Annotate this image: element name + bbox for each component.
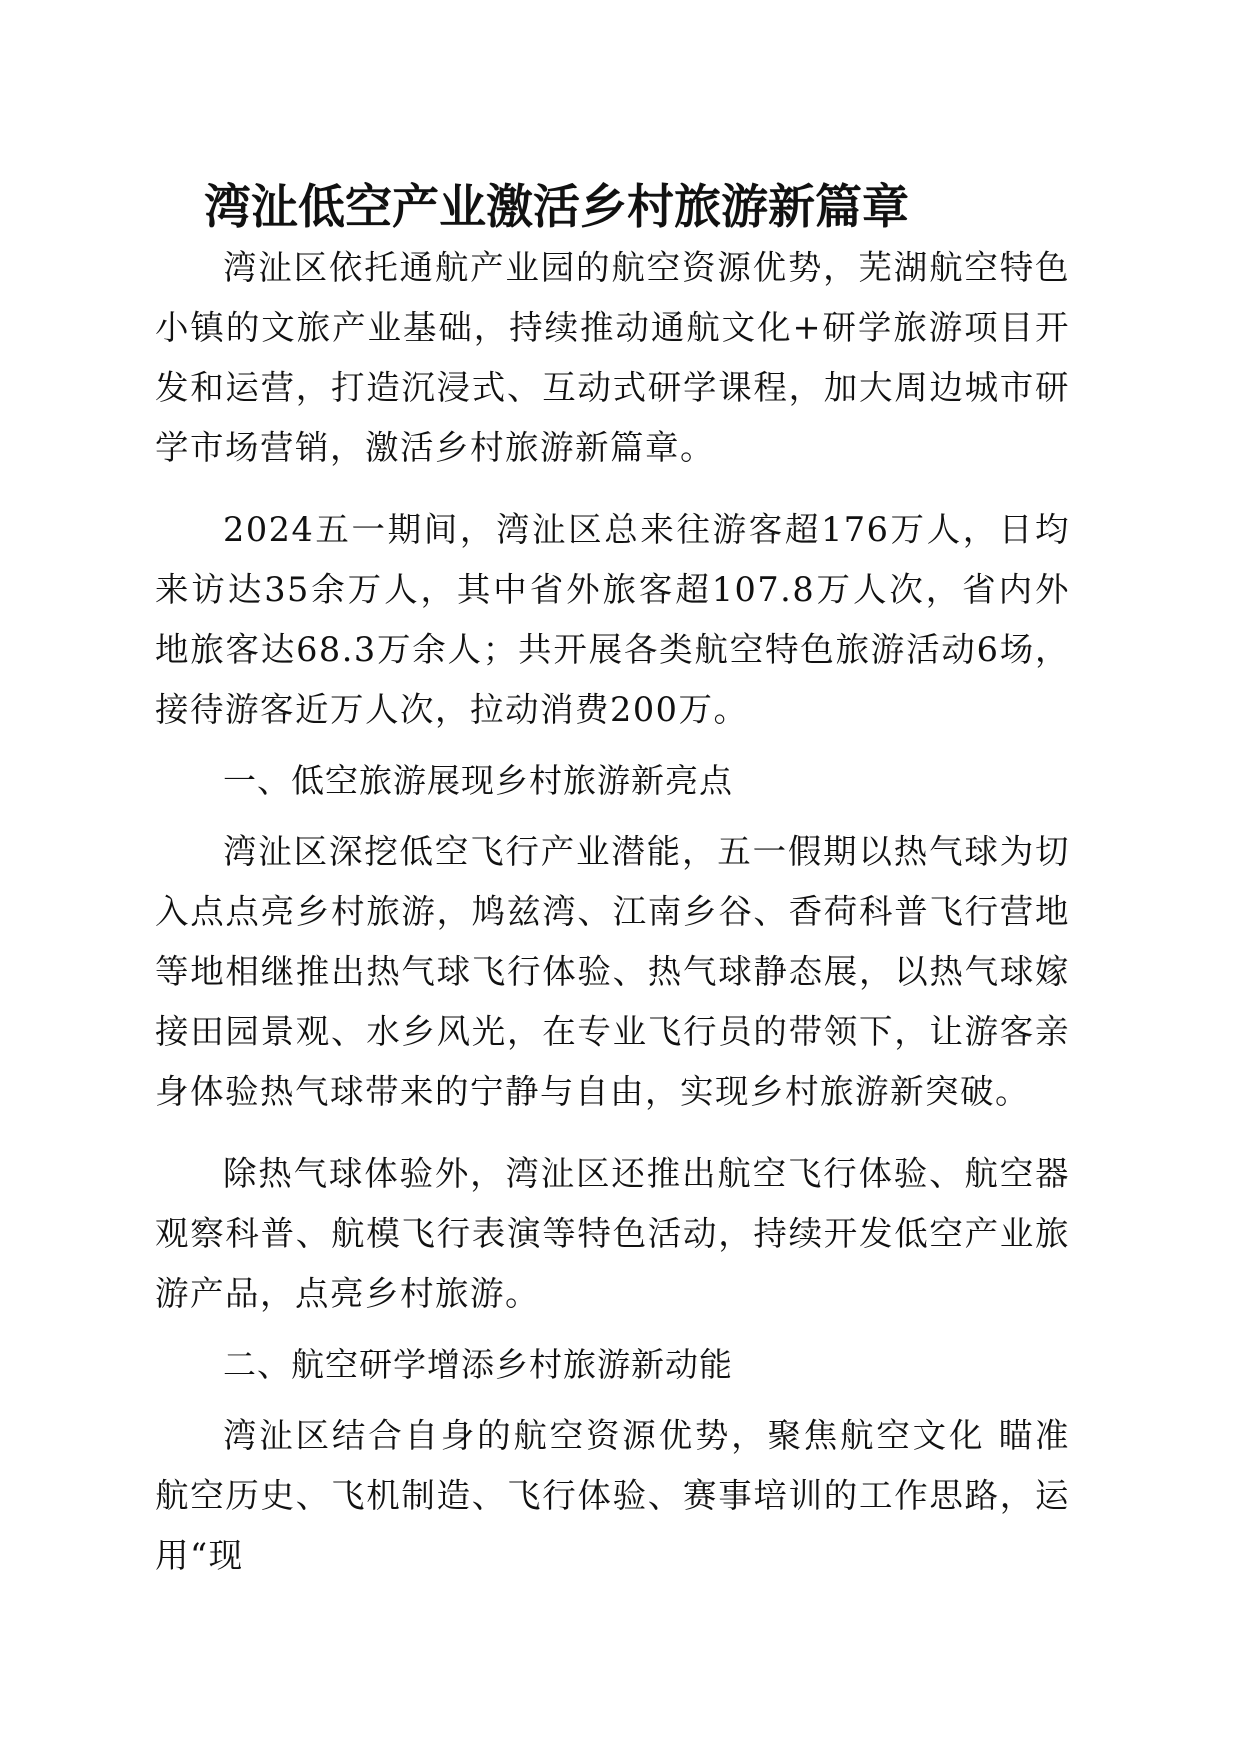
paragraph-section1-1: 湾沚区深挖低空飞行产业潜能，五一假期以热气球为切入点点亮乡村旅游，鸠兹湾、江南乡谷、香荷科普飞行营地等地相继推出热气球飞行体验、热气球静态展，以热气球嫁接田园景观、水乡风光，在专业飞行员的带领下，让游客亲身体验热气球带来的宁静与自由，实现乡村旅游新突破。 [155,832,1070,1111]
paragraph-stats: 2024五一期间，湾沚区总来往游客超176万人，日均来访达35余万人，其中省外旅客超107.8万人次，省内外地旅客达68.3万余人；共开展各类航空特色旅游活动6场，接待游客近万人次，拉动消费200万。 [155,510,1070,729]
paragraph-section1-2: 除热气球体验外，湾沚区还推出航空飞行体验、航空器观察科普、航模飞行表演等特色活动，持续开发低空产业旅游产品，点亮乡村旅游。 [155,1154,1070,1313]
page-title: 湾沚低空产业激活乡村旅游新篇章 [204,180,909,235]
document-body [155,238,1070,1586]
paragraph-section2-1: 湾沚区结合自身的航空资源优势，聚焦航空文化 瞄准航空历史、飞机制造、飞行体验、赛事培训的工作思路，运用“现 [155,1416,1070,1575]
section-heading-2: 二、航空研学增添乡村旅游新动能 [223,1345,733,1384]
paragraph-intro: 湾沚区依托通航产业园的航空资源优势，芜湖航空特色小镇的文旅产业基础，持续推动通航文化+研学旅游项目开发和运营，打造沉浸式、互动式研学课程，加大周边城市研学市场营销，激活乡村旅游新篇章。 [155,248,1070,467]
section-heading-1: 一、低空旅游展现乡村旅游新亮点 [223,761,733,800]
paragraph-gap [155,1122,1070,1144]
paragraph-gap [155,478,1070,500]
